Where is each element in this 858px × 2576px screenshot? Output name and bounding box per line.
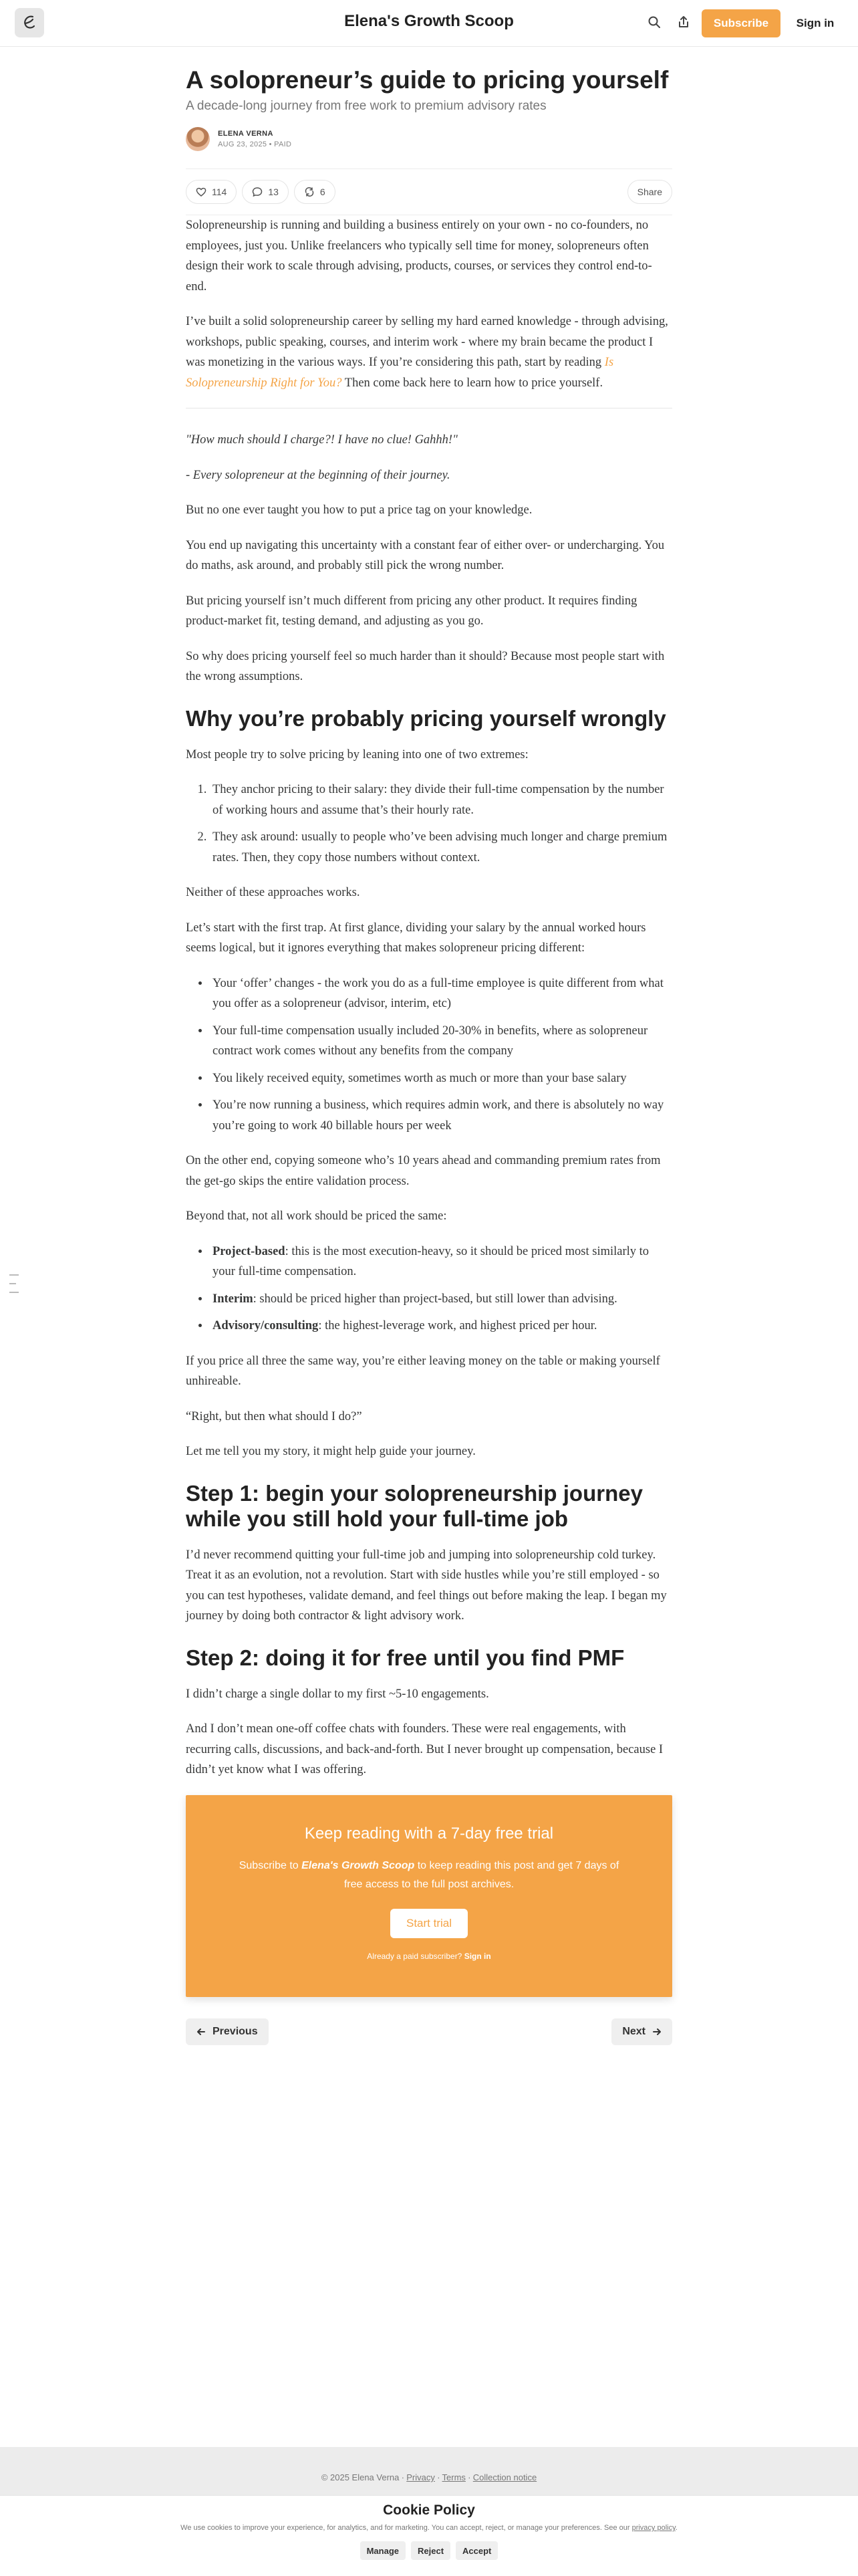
list-item: • Advisory/consulting: the highest-leverage work, and highest priced per hour. [210,1316,672,1336]
top-navigation [0,0,858,47]
site-footer: © 2025 Elena Verna ∙ Privacy ∙ Terms ∙ Collection notice [0,2447,858,2495]
share-icon[interactable] [675,13,692,31]
quote-attribution: - Every solopreneur at the beginning of their journey. [186,468,450,482]
comment-icon [252,187,263,197]
restack-button[interactable] [294,180,335,204]
arrow-right-icon [652,2027,662,2036]
paragraph: If you price all three the same way, you’re either leaving money on the table or making yourself unhireable. [186,1354,660,1388]
post-meta: AUG 23, 2025 • PAID [218,140,292,148]
paragraph: On the other end, copying someone who’s 10 years ahead and commanding premium rates from the get-go skips the entire validation process. [186,1154,661,1188]
share-label: Share [637,187,662,197]
numbered-list [186,780,672,868]
list-item: • Project-based: this is the most execution-heavy, so it should be priced most similarly to your full-time compensation. [210,1242,672,1282]
paragraph: I’ve built a solid solopreneurship career by selling my hard earned knowledge - through advising, workshops, public speaking, courses, and interim work - where my brain became the product I was monetizing in the various ways. If you’re considering this path, start by reading Is Solopreneurship Right for You? Then come back here to learn how to price yourself. [186,315,668,390]
author-avatar[interactable] [186,127,210,151]
paragraph: Neither of these approaches works. [186,886,360,899]
paywall-sign-in-link[interactable]: Sign in [464,1951,491,1961]
previous-button[interactable]: Previous [186,2018,269,2045]
list-item: • Interim: should be priced higher than project-based, but still lower than advising. [210,1289,672,1310]
paragraph: Beyond that, not all work should be priced the same: [186,1209,447,1223]
collection-notice-link[interactable]: Collection notice [472,2472,537,2482]
paragraph: “Right, but then what should I do?” [186,1409,362,1423]
paragraph: But pricing yourself isn’t much different from pricing any other product. It requires finding product-market fit, testing demand, and adjusting as you go. [186,594,637,628]
paragraph: Solopreneurship is running and building a business entirely on your own - no co-founders, no employees, just you. Unlike freelancers who typically sell time for money, solopreneurs often design their work to scale through advising, products, courses, or services they control end-to-end. [186,219,652,294]
paragraph: So why does pricing yourself feel so much harder than it should? Because most people start with the wrong assumptions. [186,649,665,683]
section-heading: Why you’re probably pricing yourself wrongly [186,705,666,731]
bullet-list [186,973,672,1137]
post-title: A solopreneur’s guide to pricing yourself [186,66,669,94]
like-count: 114 [212,187,227,197]
quote: "How much should I charge?! I have no clue! Gahhh!" [186,433,458,447]
start-trial-button[interactable]: Start trial [390,1909,468,1938]
paywall [186,1795,672,1997]
list-item: • Your ‘offer’ changes - the work you do as a full-time employee is quite different from what you offer as a solopreneur (advisor, interim, etc) [210,973,672,1014]
byline [186,126,672,152]
site-title[interactable]: Elena's Growth Scoop [344,12,514,30]
list-item: 1. They anchor pricing to their salary: they divide their full-time compensation by the number of working hours and assume that’s their hourly rate. [210,780,672,820]
post-pager [186,2018,672,2045]
restack-count: 6 [319,187,325,197]
section-heading: Step 2: doing it for free until you find PMF [186,1645,625,1670]
paywall-description: Subscribe to Elena's Growth Scoop to keep reading this post and get 7 days of free access to the full post archives. [239,1859,619,1890]
paragraph: But no one ever taught you how to put a price tag on your knowledge. [186,503,533,517]
search-icon[interactable] [646,13,663,31]
post-subtitle: A decade-long journey from free work to premium advisory rates [186,99,547,113]
restack-icon [304,187,315,197]
copyright: © 2025 Elena Verna [321,2472,400,2482]
terms-link[interactable]: Terms [442,2472,466,2482]
post-body [186,215,672,1780]
paragraph: I’d never recommend quitting your full-time job and jumping into solopreneurship cold turkey. Treat it as an evolution, not a revolution. Start with side hustles while you’re still employed - so you can test hypotheses, validate demand, and feel things out before making the leap. I began my journey by doing both contractor & light advisory work. [186,1548,667,1623]
paywall-footer: Already a paid subscriber? Sign in [367,1951,491,1961]
cookie-accept-button[interactable]: Accept [456,2541,498,2560]
section-heading: Step 1: begin your solopreneurship journey while you still hold your full-time job [186,1480,643,1531]
table-of-contents-toggle[interactable] [9,1274,19,1300]
paragraph: And I don’t mean one-off coffee chats with founders. These were real engagements, with recurring calls, discussions, and back-and-forth. But I never brought up compensation, because I didn’t yet know what I was offering. [186,1722,664,1776]
like-button[interactable] [186,180,237,204]
next-button[interactable]: Next [611,2018,672,2045]
cookie-title: Cookie Policy [383,2502,475,2518]
paragraph: Let’s start with the first trap. At first glance, dividing your salary by the annual worked hours seems logical, but it ignores everything that makes solopreneur pricing different: [186,921,646,955]
post-actions [186,168,672,215]
cookie-reject-button[interactable]: Reject [411,2541,450,2560]
list-item: 2. They ask around: usually to people who’ve been advising much longer and charge premium rates. Then, they copy those numbers without context. [210,827,672,868]
cookie-text: We use cookies to improve your experience, for analytics, and for marketing. You can accept, reject, or manage your preferences. See our privacy policy. [180,2524,678,2532]
cookie-manage-button[interactable]: Manage [360,2541,406,2560]
comment-button[interactable] [242,180,289,204]
paragraph: Let me tell you my story, it might help guide your journey. [186,1445,476,1458]
work-types-list [186,1242,672,1336]
list-item: • You’re now running a business, which requires admin work, and there is absolutely no way you’re going to work 40 billable hours per week [210,1095,672,1136]
sign-in-button[interactable]: Sign in [787,9,843,37]
heart-icon [196,187,206,197]
list-item: • You likely received equity, sometimes worth as much or more than your base salary [210,1068,672,1089]
paragraph: You end up navigating this uncertainty with a constant fear of either over- or undercharging. You do maths, ask around, and probably still pick the wrong number. [186,538,665,572]
paragraph: Most people try to solve pricing by leaning into one of two extremes: [186,747,529,762]
list-item: • Your full-time compensation usually included 20-30% in benefits, where as solopreneur contract work comes without any benefits from the company [210,1021,672,1062]
comment-count: 13 [268,187,279,197]
privacy-policy-link[interactable]: privacy policy [631,2524,676,2532]
share-button[interactable] [627,180,672,204]
article [186,67,672,2045]
paywall-title: Keep reading with a 7-day free trial [304,1824,554,1843]
subscribe-button[interactable]: Subscribe [702,9,780,37]
cookie-banner [0,2495,858,2576]
paragraph: I didn’t charge a single dollar to my first ~5-10 engagements. [186,1687,489,1701]
inline-link[interactable]: Is Solopreneurship Right for You? [186,356,614,390]
author-name[interactable]: ELENA VERNA [218,130,273,138]
privacy-link[interactable]: Privacy [406,2472,435,2482]
arrow-left-icon [196,2027,206,2036]
